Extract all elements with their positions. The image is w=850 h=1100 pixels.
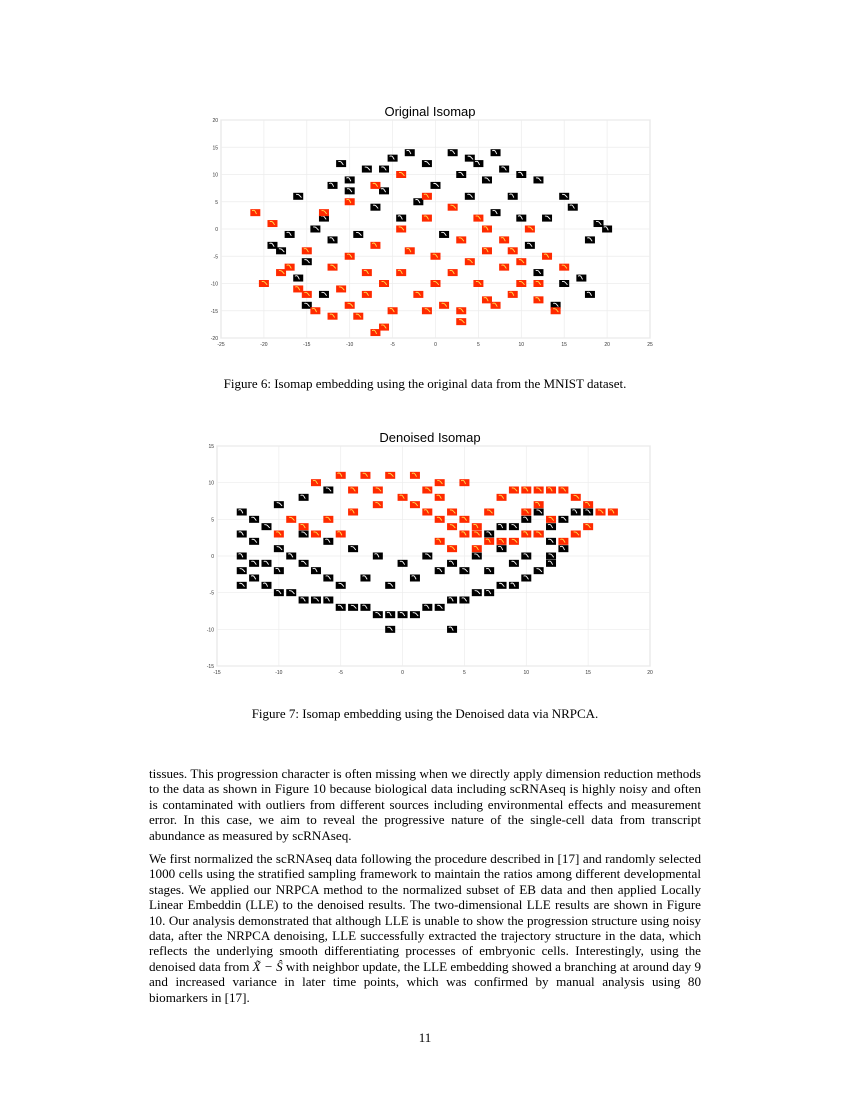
digit-thumbnail-black [484, 589, 494, 596]
digit-thumbnail-red [435, 479, 445, 486]
digit-thumbnail-black [293, 193, 303, 200]
digit-thumbnail-black [323, 575, 333, 582]
digit-thumbnail-black [533, 269, 543, 276]
digit-thumbnail-black [465, 155, 475, 162]
digit-thumbnail-black [484, 567, 494, 574]
digit-thumbnail-red [348, 509, 358, 516]
digit-thumbnail-black [583, 509, 593, 516]
digit-thumbnail-red [362, 269, 372, 276]
y-tick-label: -20 [210, 336, 218, 342]
digit-thumbnail-black [299, 494, 309, 501]
digit-thumbnail-black [472, 589, 482, 596]
digit-thumbnail-red [551, 307, 561, 314]
digit-thumbnail-black [385, 626, 395, 633]
digit-thumbnail-black [521, 516, 531, 523]
digit-thumbnail-red [482, 226, 492, 233]
digit-thumbnail-red [448, 204, 458, 211]
x-tick-label: 5 [477, 342, 480, 348]
x-tick-label: 0 [401, 670, 404, 676]
digit-thumbnail-red [497, 538, 507, 545]
digit-thumbnail-red [608, 509, 618, 516]
digit-thumbnail-red [456, 318, 466, 325]
x-tick-label: -20 [260, 342, 268, 348]
digit-thumbnail-red [328, 313, 338, 320]
digit-thumbnail-red [398, 494, 408, 501]
digit-thumbnail-black [484, 531, 494, 538]
digit-thumbnail-red [533, 280, 543, 287]
figure-7-title: Denoised Isomap [379, 430, 481, 445]
digit-thumbnail-black [585, 236, 595, 243]
digit-thumbnail-red [439, 302, 449, 309]
digit-thumbnail-black [456, 171, 466, 178]
digit-thumbnail-red [571, 531, 581, 538]
digit-thumbnail-black [345, 176, 355, 183]
figure-6-plot [190, 100, 670, 360]
digit-thumbnail-red [259, 280, 269, 287]
digit-thumbnail-black [286, 553, 296, 560]
y-tick-label: -15 [210, 308, 218, 315]
digit-thumbnail-red [379, 280, 389, 287]
digit-thumbnail-red [422, 509, 432, 516]
digit-thumbnail-red [459, 516, 469, 523]
digit-thumbnail-red [267, 220, 277, 227]
digit-thumbnail-black [559, 280, 569, 287]
y-tick-label: 10 [212, 172, 218, 179]
digit-thumbnail-red [299, 523, 309, 530]
digit-thumbnail-black [348, 545, 358, 552]
digit-thumbnail-black [310, 226, 320, 233]
x-tick-label: 15 [585, 670, 591, 676]
digit-thumbnail-red [508, 291, 518, 298]
digit-thumbnail-red [319, 209, 329, 216]
digit-thumbnail-black [299, 531, 309, 538]
digit-thumbnail-black [274, 501, 284, 508]
x-tick-label: -10 [346, 342, 354, 348]
digit-thumbnail-red [583, 501, 593, 508]
figure-7 [190, 426, 670, 686]
x-tick-label: -25 [217, 342, 225, 348]
digit-thumbnail-black [336, 582, 346, 589]
digit-thumbnail-black [435, 604, 445, 611]
digit-thumbnail-red [596, 509, 606, 516]
digit-thumbnail-red [311, 531, 321, 538]
digit-thumbnail-black [385, 611, 395, 618]
digit-thumbnail-black [534, 567, 544, 574]
digit-thumbnail-red [499, 236, 509, 243]
digit-thumbnail-black [373, 553, 383, 560]
digit-thumbnail-red [484, 509, 494, 516]
y-tick-label: 15 [208, 444, 214, 450]
digit-thumbnail-red [410, 472, 420, 479]
digit-thumbnail-black [388, 155, 398, 162]
digit-thumbnail-red [448, 269, 458, 276]
digit-thumbnail-black [353, 231, 363, 238]
digit-thumbnail-red [286, 516, 296, 523]
figure-6 [190, 100, 670, 360]
x-tick-label: 20 [647, 670, 653, 676]
digit-thumbnail-red [422, 215, 432, 222]
digit-thumbnail-black [319, 291, 329, 298]
digit-thumbnail-red [447, 545, 457, 552]
digit-thumbnail-red [559, 264, 569, 271]
digit-thumbnail-black [546, 560, 556, 567]
digit-thumbnail-black [328, 236, 338, 243]
digit-thumbnail-red [373, 501, 383, 508]
digit-thumbnail-red [546, 487, 556, 494]
digit-thumbnail-black [568, 204, 578, 211]
digit-thumbnail-red [422, 307, 432, 314]
digit-thumbnail-black [431, 182, 441, 189]
digit-thumbnail-black [362, 166, 372, 173]
digit-thumbnail-red [473, 215, 483, 222]
digit-thumbnail-red [396, 171, 406, 178]
x-tick-label: 0 [434, 342, 437, 348]
digit-thumbnail-red [499, 264, 509, 271]
digit-thumbnail-black [311, 597, 321, 604]
digit-thumbnail-black [516, 171, 526, 178]
digit-thumbnail-black [311, 567, 321, 574]
digit-thumbnail-red [336, 531, 346, 538]
digit-thumbnail-black [336, 160, 346, 167]
x-tick-label: 15 [561, 342, 567, 348]
digit-thumbnail-black [261, 560, 271, 567]
digit-thumbnail-black [360, 604, 370, 611]
y-tick-label: -5 [213, 254, 218, 261]
page-number: 11 [418, 1030, 432, 1045]
y-tick-label: -5 [209, 590, 214, 597]
digit-thumbnail-red [353, 313, 363, 320]
digit-thumbnail-black [459, 597, 469, 604]
y-tick-label: 0 [211, 554, 214, 560]
digit-thumbnail-black [348, 604, 358, 611]
x-tick-label: 10 [523, 670, 530, 676]
digit-thumbnail-black [237, 553, 247, 560]
digit-thumbnail-red [459, 531, 469, 538]
digit-thumbnail-black [509, 523, 519, 530]
digit-thumbnail-red [456, 307, 466, 314]
digit-thumbnail-black [302, 302, 312, 309]
digit-thumbnail-black [585, 291, 595, 298]
digit-thumbnail-black [328, 182, 338, 189]
digit-thumbnail-red [534, 531, 544, 538]
digit-thumbnail-black [299, 560, 309, 567]
digit-thumbnail-red [336, 285, 346, 292]
digit-thumbnail-red [345, 253, 355, 260]
digit-thumbnail-black [447, 597, 457, 604]
digit-thumbnail-black [497, 523, 507, 530]
digit-thumbnail-black [261, 523, 271, 530]
digit-thumbnail-black [249, 538, 259, 545]
digit-thumbnail-red [558, 538, 568, 545]
digit-thumbnail-black [521, 553, 531, 560]
digit-thumbnail-black [323, 487, 333, 494]
paragraph-1: tissues. This progression character is often missing when we directly apply dimension reduction methods to the data as shown in Figure 10 because biological data including scRNAseq is highly noisy and often is contaminated with outliers from different sources including environmental effects and measurement error. In this case, we aim to reveal the progressive nature of the single-cell data from transcript abundance as measured by scRNAseq. [149, 766, 701, 843]
digit-thumbnail-black [472, 553, 482, 560]
y-tick-label: -10 [206, 627, 214, 634]
digit-thumbnail-black [336, 604, 346, 611]
digit-thumbnail-red [388, 307, 398, 314]
digit-thumbnail-red [302, 247, 312, 254]
digit-thumbnail-red [491, 302, 501, 309]
digit-thumbnail-red [370, 329, 380, 336]
digit-thumbnail-black [249, 516, 259, 523]
digit-thumbnail-red [521, 487, 531, 494]
y-tick-label: 5 [215, 199, 218, 206]
digit-thumbnail-black [546, 523, 556, 530]
paragraph-2 [149, 851, 701, 1005]
digit-thumbnail-black [285, 231, 295, 238]
digit-thumbnail-red [373, 487, 383, 494]
digit-thumbnail-red [497, 494, 507, 501]
x-tick-label: -15 [303, 342, 311, 348]
digit-thumbnail-black [525, 242, 535, 249]
digit-thumbnail-red [435, 516, 445, 523]
math-expression: X̃ − Ŝ [252, 958, 283, 974]
digit-thumbnail-black [509, 582, 519, 589]
digit-thumbnail-black [370, 204, 380, 211]
digit-thumbnail-black [237, 567, 247, 574]
digit-thumbnail-black [439, 231, 449, 238]
digit-thumbnail-red [465, 258, 475, 265]
x-tick-label: -10 [275, 670, 283, 676]
digit-thumbnail-red [422, 487, 432, 494]
digit-thumbnail-red [482, 247, 492, 254]
digit-thumbnail-black [379, 187, 389, 194]
digit-thumbnail-red [362, 291, 372, 298]
digit-thumbnail-red [534, 487, 544, 494]
digit-thumbnail-black [448, 149, 458, 156]
digit-thumbnail-red [435, 494, 445, 501]
digit-thumbnail-red [311, 479, 321, 486]
digit-thumbnail-red [542, 253, 552, 260]
x-tick-label: -5 [390, 342, 395, 348]
digit-thumbnail-black [546, 553, 556, 560]
digit-thumbnail-red [482, 296, 492, 303]
digit-thumbnail-red [435, 538, 445, 545]
digit-thumbnail-black [473, 160, 483, 167]
digit-thumbnail-black [413, 198, 423, 205]
digit-thumbnail-black [360, 575, 370, 582]
digit-thumbnail-black [546, 538, 556, 545]
digit-thumbnail-black [410, 575, 420, 582]
digit-thumbnail-black [398, 611, 408, 618]
digit-thumbnail-red [396, 269, 406, 276]
digit-thumbnail-black [542, 215, 552, 222]
digit-thumbnail-black [323, 597, 333, 604]
digit-thumbnail-black [465, 193, 475, 200]
digit-thumbnail-black [323, 538, 333, 545]
digit-thumbnail-red [276, 269, 286, 276]
digit-thumbnail-black [509, 560, 519, 567]
digit-thumbnail-red [345, 198, 355, 205]
digit-thumbnail-black [405, 149, 415, 156]
digit-thumbnail-red [328, 264, 338, 271]
digit-thumbnail-red [508, 247, 518, 254]
digit-thumbnail-red [370, 182, 380, 189]
digit-thumbnail-red [250, 209, 260, 216]
digit-thumbnail-red [302, 291, 312, 298]
digit-thumbnail-red [285, 264, 295, 271]
digit-thumbnail-black [410, 611, 420, 618]
digit-thumbnail-red [385, 472, 395, 479]
digit-thumbnail-black [508, 193, 518, 200]
digit-thumbnail-red [310, 307, 320, 314]
digit-thumbnail-black [602, 226, 612, 233]
digit-thumbnail-black [249, 560, 259, 567]
digit-thumbnail-red [336, 472, 346, 479]
digit-thumbnail-black [237, 509, 247, 516]
digit-thumbnail-black [274, 545, 284, 552]
digit-thumbnail-red [348, 487, 358, 494]
digit-thumbnail-red [583, 523, 593, 530]
x-tick-label: 20 [604, 342, 610, 348]
digit-thumbnail-red [472, 523, 482, 530]
digit-thumbnail-black [237, 531, 247, 538]
digit-thumbnail-black [274, 567, 284, 574]
digit-thumbnail-red [534, 501, 544, 508]
paragraph-2-start: We first normalized the scRNAseq data following the procedure described in [17] and randomly selected 1000 cells using the stratified sampling framework to maintain the ratios among different developmental stages. We applied our NRPCA method to the normalized subset of EB data and then applied Locally Linear Embeddin (LLE) to the denoised results. The two-dimensional LLE results are shown in Figure 10. Our analysis demonstrated that although LLE is unable to show the progression structure using noisy data, after the NRPCA denoising, LLE successfully extracted the trajectory structure in the data, which reflects the underlying smooth differentiating processes of embryonic cells. Interestingly, using the denoised data from [149, 851, 701, 974]
figure-7-plot [190, 426, 670, 686]
digit-thumbnail-black [293, 275, 303, 282]
y-tick-label: 10 [208, 480, 214, 487]
digit-thumbnail-black [379, 166, 389, 173]
digit-thumbnail-black [521, 575, 531, 582]
digit-thumbnail-black [482, 176, 492, 183]
digit-thumbnail-black [261, 582, 271, 589]
digit-thumbnail-black [385, 582, 395, 589]
x-tick-label: -15 [213, 670, 221, 676]
digit-thumbnail-black [499, 166, 509, 173]
digit-thumbnail-black [558, 545, 568, 552]
digit-thumbnail-red [571, 494, 581, 501]
y-tick-label: 15 [212, 145, 218, 152]
digit-thumbnail-red [447, 523, 457, 530]
digit-thumbnail-red [370, 242, 380, 249]
digit-thumbnail-black [447, 560, 457, 567]
digit-thumbnail-red [345, 302, 355, 309]
body-text [149, 766, 701, 1013]
figure-7-caption: Figure 7: Isomap embedding using the Denoised data via NRPCA. [251, 706, 599, 721]
digit-thumbnail-black [422, 604, 432, 611]
digit-thumbnail-red [360, 472, 370, 479]
digit-thumbnail-red [509, 538, 519, 545]
y-tick-label: 5 [211, 517, 214, 524]
digit-thumbnail-red [413, 291, 423, 298]
digit-thumbnail-red [525, 226, 535, 233]
digit-thumbnail-black [396, 215, 406, 222]
figure-6-caption: Figure 6: Isomap embedding using the original data from the MNIST dataset. [223, 376, 627, 391]
digit-thumbnail-red [521, 509, 531, 516]
digit-thumbnail-black [422, 553, 432, 560]
digit-thumbnail-red [459, 479, 469, 486]
digit-thumbnail-red [422, 193, 432, 200]
digit-thumbnail-red [558, 487, 568, 494]
digit-thumbnail-black [497, 545, 507, 552]
digit-thumbnail-red [533, 296, 543, 303]
digit-thumbnail-black [302, 258, 312, 265]
digit-thumbnail-black [398, 560, 408, 567]
y-tick-label: -15 [206, 664, 214, 670]
digit-thumbnail-red [293, 285, 303, 292]
digit-thumbnail-red [410, 501, 420, 508]
y-tick-label: 0 [215, 227, 218, 233]
digit-thumbnail-black [497, 582, 507, 589]
digit-thumbnail-black [533, 176, 543, 183]
digit-thumbnail-red [405, 247, 415, 254]
digit-thumbnail-red [521, 531, 531, 538]
digit-thumbnail-black [299, 597, 309, 604]
digit-thumbnail-black [491, 209, 501, 216]
digit-thumbnail-red [509, 487, 519, 494]
digit-thumbnail-black [459, 567, 469, 574]
digit-thumbnail-red [472, 531, 482, 538]
digit-thumbnail-red [473, 280, 483, 287]
digit-thumbnail-red [379, 324, 389, 331]
y-tick-label: -10 [210, 281, 218, 288]
digit-thumbnail-red [447, 509, 457, 516]
digit-thumbnail-red [274, 531, 284, 538]
digit-thumbnail-black [576, 275, 586, 282]
figure-6-title: Original Isomap [384, 104, 476, 119]
digit-thumbnail-black [534, 509, 544, 516]
paragraph-2-end: with neighbor update, the LLE embedding showed a branching at around day 9 and increased variance in later time points, which was confirmed by manual analysis using 80 biomarkers in [17]. [149, 958, 701, 1005]
digit-thumbnail-red [456, 236, 466, 243]
digit-thumbnail-red [396, 226, 406, 233]
digit-thumbnail-red [472, 545, 482, 552]
digit-thumbnail-black [559, 193, 569, 200]
digit-thumbnail-red [323, 516, 333, 523]
digit-thumbnail-black [571, 509, 581, 516]
x-tick-label: 10 [518, 342, 525, 348]
digit-thumbnail-black [516, 215, 526, 222]
digit-thumbnail-red [431, 253, 441, 260]
digit-thumbnail-black [237, 582, 247, 589]
y-tick-label: 20 [212, 118, 218, 124]
digit-thumbnail-black [276, 247, 286, 254]
digit-thumbnail-black [249, 575, 259, 582]
digit-thumbnail-red [516, 258, 526, 265]
x-tick-label: -5 [338, 670, 343, 676]
digit-thumbnail-black [267, 242, 277, 249]
digit-thumbnail-black [491, 149, 501, 156]
digit-thumbnail-black [594, 220, 604, 227]
digit-thumbnail-black [345, 187, 355, 194]
digit-thumbnail-black [373, 611, 383, 618]
digit-thumbnail-red [484, 538, 494, 545]
digit-thumbnail-red [431, 280, 441, 287]
digit-thumbnail-black [274, 589, 284, 596]
digit-thumbnail-black [558, 516, 568, 523]
digit-thumbnail-black [435, 567, 445, 574]
digit-thumbnail-red [546, 516, 556, 523]
x-tick-label: 5 [463, 670, 466, 676]
digit-thumbnail-black [422, 160, 432, 167]
digit-thumbnail-black [447, 626, 457, 633]
digit-thumbnail-red [516, 280, 526, 287]
digit-thumbnail-black [286, 589, 296, 596]
x-tick-label: 25 [647, 342, 653, 348]
